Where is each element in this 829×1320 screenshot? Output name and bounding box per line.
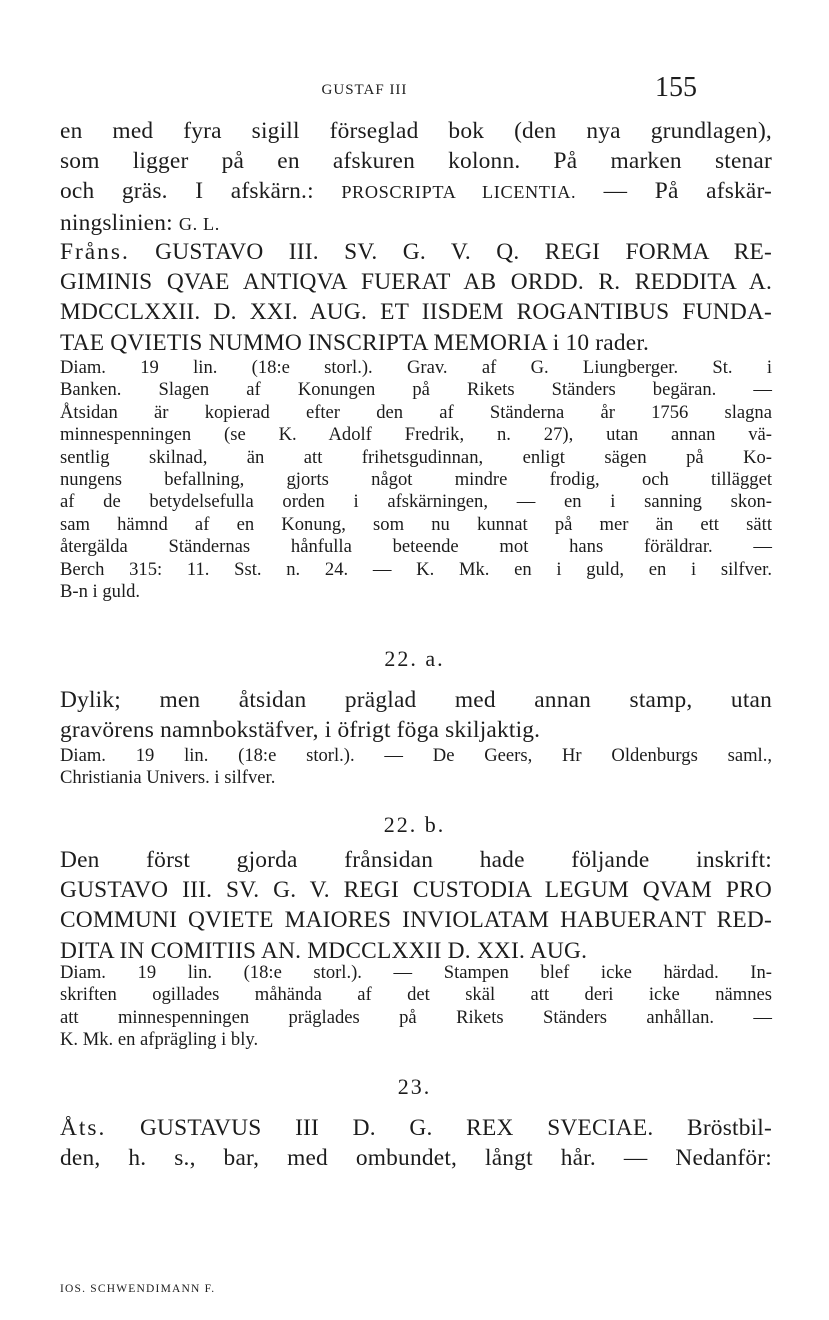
note-line: af de betydelsefulla orden i afskärningen, — en i sanning skon- bbox=[60, 491, 772, 513]
note-line: Diam. 19 lin. (18:e storl.). — Stampen blef icke härdad. In- bbox=[60, 962, 772, 983]
paragraph-22a bbox=[60, 685, 772, 745]
note-line: att minnespenningen präglades på Rikets Ständers anhållan. — bbox=[60, 1006, 772, 1028]
text-fragment: ningslinien: bbox=[60, 209, 179, 236]
text-line bbox=[60, 237, 772, 267]
text-fragment: GUSTAVUS III D. G. REX SVECIAE. Bröstbil- bbox=[106, 1115, 772, 1141]
text-line: TAE QVIETIS NUMMO INSCRIPTA MEMORIA i 10 rader. bbox=[60, 329, 650, 356]
text-fragment: GUSTAVO III. SV. G. V. Q. REGI FORMA RE- bbox=[129, 239, 772, 265]
reverse-lead: Fråns. bbox=[60, 239, 130, 265]
engraver-signature: IOS. SCHWENDIMANN F. bbox=[60, 1283, 216, 1295]
running-title: GUSTAF III bbox=[321, 82, 408, 98]
text-line: DITA IN COMITIIS AN. MDCCLXXII D. XXI. AUG. bbox=[60, 937, 588, 964]
note-line: Åtsidan är kopierad efter den af Ständerna år 1756 slagna bbox=[60, 401, 772, 423]
text-line bbox=[60, 176, 772, 207]
text-line: GUSTAVO III. SV. G. V. REGI CUSTODIA LEGUM QVAM PRO bbox=[60, 877, 772, 904]
text-line: MDCCLXXII. D. XXI. AUG. ET IISDEM ROGANTIBUS FUNDA- bbox=[60, 299, 772, 326]
note-line: återgälda Ständernas hånfulla beteende mot hans föräldrar. — bbox=[60, 536, 772, 558]
running-header bbox=[0, 72, 829, 108]
note-line: skriften ogillades måhända af det skäl att deri icke nämnes bbox=[60, 984, 772, 1006]
paragraph-23 bbox=[60, 1113, 772, 1173]
note-line: sentlig skilnad, än att frihetsgudinnan, enligt sägen på Ko- bbox=[60, 446, 772, 468]
text-line bbox=[60, 1113, 772, 1143]
page-number: 155 bbox=[655, 72, 697, 103]
text-fragment: — På afskär- bbox=[576, 178, 772, 205]
section-heading-22a: 22. a. bbox=[384, 646, 445, 671]
note-line: Diam. 19 lin. (18:e storl.). — De Geers, Hr Oldenburgs saml., bbox=[60, 745, 772, 766]
text-line: COMMUNI QVIETE MAIORES INVIOLATAM HABUERANT RED- bbox=[60, 907, 772, 934]
footnote-22b bbox=[60, 962, 772, 1052]
text-line bbox=[60, 208, 772, 239]
text-line: Den först gjorda frånsidan hade följande inskrift: bbox=[60, 847, 772, 873]
section-heading-22b: 22. b. bbox=[383, 812, 446, 837]
note-line: Christiania Univers. i silfver. bbox=[60, 767, 276, 789]
note-line: B-n i guld. bbox=[60, 581, 141, 603]
text-fragment: och gräs. I afskärn.: bbox=[60, 178, 342, 205]
note-line: minnespenningen (se K. Adolf Fredrik, n. 27), utan annan vä- bbox=[60, 424, 772, 446]
note-line: Berch 315: 11. Sst. n. 24. — K. Mk. en i guld, en i silfver. bbox=[60, 558, 772, 580]
section-heading-23: 23. bbox=[397, 1074, 432, 1099]
paragraph-reverse-inscription bbox=[60, 237, 772, 358]
footnote-22a bbox=[60, 745, 772, 790]
note-line: Diam. 19 lin. (18:e storl.). Grav. af G. Liungberger. St. i bbox=[60, 357, 772, 378]
paragraph-description bbox=[60, 116, 772, 239]
text-line: en med fyra sigill förseglad bok (den nya grundlagen), bbox=[60, 118, 772, 144]
text-line: GIMINIS QVAE ANTIQVA FUERAT AB ORDD. R. REDDITA A. bbox=[60, 269, 772, 296]
note-line: K. Mk. en afprägling i bly. bbox=[60, 1029, 259, 1051]
exergue-inscription: PROSCRIPTA LICENTIA. bbox=[341, 182, 577, 203]
paragraph-22b bbox=[60, 845, 772, 966]
note-line: Banken. Slagen af Konungen på Rikets Ständers begäran. — bbox=[60, 379, 772, 401]
text-line: den, h. s., bar, med ombundet, långt hår. — Nedanför: bbox=[60, 1145, 772, 1172]
engraver-initials: G. L. bbox=[178, 213, 220, 234]
text-line: Dylik; men åtsidan präglad med annan stamp, utan bbox=[60, 687, 772, 713]
footnote-description bbox=[60, 357, 772, 603]
note-line: sam hämnd af en Konung, som nu kunnat på mer än ett sätt bbox=[60, 513, 772, 535]
obverse-lead: Åts. bbox=[60, 1115, 107, 1141]
note-line: nungens befallning, gjorts något mindre frodig, och tillägget bbox=[60, 469, 772, 491]
text-line: gravörens namnbokstäfver, i öfrigt föga skiljaktig. bbox=[60, 717, 541, 744]
text-line: som ligger på en afskuren kolonn. På marken stenar bbox=[60, 148, 772, 175]
